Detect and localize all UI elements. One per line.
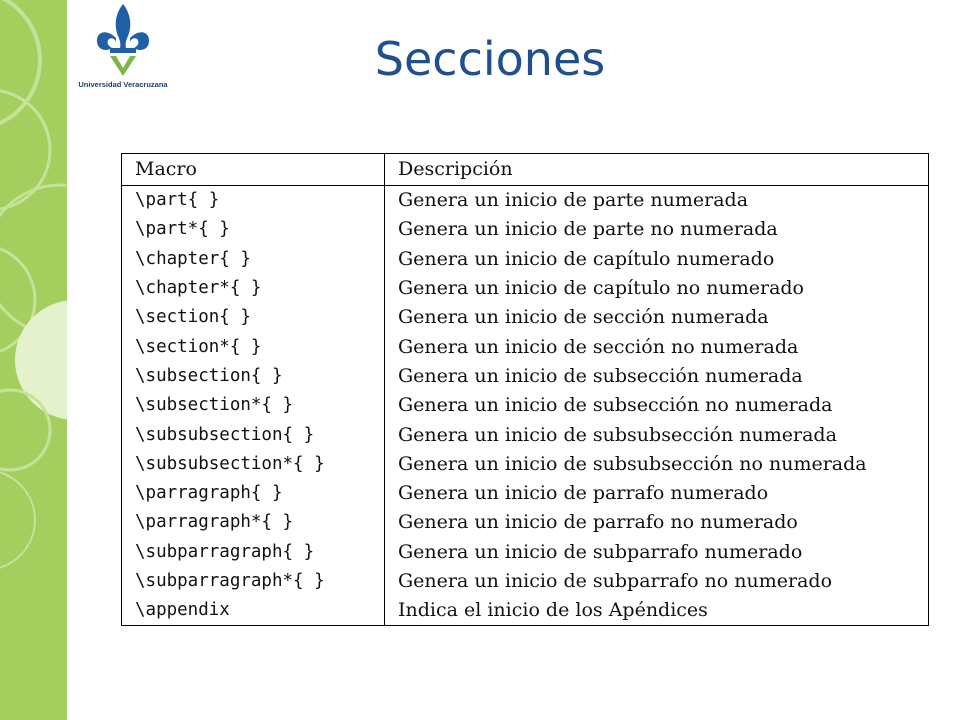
description-cell: Genera un inicio de subsección numerada xyxy=(398,364,803,387)
table-row xyxy=(122,596,929,626)
macro-cell: \section*{ } xyxy=(122,332,385,361)
table-row xyxy=(122,215,929,244)
macro-cell: \subparragraph{ } xyxy=(122,538,385,567)
macro-cell: \parragraph{ } xyxy=(122,479,385,508)
header-description: Descripción xyxy=(385,154,929,186)
table-row xyxy=(122,479,929,508)
macro-cell: \section{ } xyxy=(122,303,385,332)
macro-cell: \parragraph*{ } xyxy=(122,508,385,537)
description-cell: Genera un inicio de capítulo no numerado xyxy=(398,277,804,300)
table-header-row xyxy=(122,154,929,186)
macro-cell: \subsubsection*{ } xyxy=(122,450,385,479)
university-logo xyxy=(72,2,174,94)
description-cell: Genera un inicio de subparrafo numerado xyxy=(398,540,803,563)
description-cell: Genera un inicio de parte numerada xyxy=(398,189,749,212)
description-cell: Genera un inicio de parrafo numerado xyxy=(398,482,769,505)
macro-cell: \appendix xyxy=(122,596,385,626)
macro-cell: \subsubsection{ } xyxy=(122,420,385,449)
table-row xyxy=(122,186,929,216)
slide-title: Secciones xyxy=(374,32,606,86)
description-cell: Genera un inicio de subparrafo no numerado xyxy=(398,570,833,592)
table-row xyxy=(122,538,929,567)
table-row xyxy=(122,567,929,596)
table-row xyxy=(122,303,929,332)
description-cell: Genera un inicio de subsubsección no numerada xyxy=(398,452,867,475)
table-row xyxy=(122,450,929,479)
macro-cell: \subsection*{ } xyxy=(122,391,385,420)
macro-cell: \chapter*{ } xyxy=(122,274,385,303)
table-row xyxy=(122,362,929,391)
table-row xyxy=(122,391,929,420)
description-cell: Indica el inicio de los Apéndices xyxy=(398,599,708,622)
sections-table xyxy=(121,153,929,626)
description-cell: Genera un inicio de capítulo numerado xyxy=(398,247,775,270)
description-cell: Genera un inicio de subsección no numerada xyxy=(398,394,833,417)
fleur-de-lis-icon xyxy=(94,2,152,78)
table-row xyxy=(122,508,929,537)
table-row xyxy=(122,332,929,361)
table-row xyxy=(122,245,929,274)
description-cell: Genera un inicio de subsubsección numerada xyxy=(398,423,837,446)
description-cell: Genera un inicio de parrafo no numerado xyxy=(398,511,798,534)
table-row xyxy=(122,420,929,449)
macro-cell: \subparragraph*{ } xyxy=(122,567,385,596)
description-cell: Genera un inicio de sección numerada xyxy=(398,306,769,329)
description-cell: Genera un inicio de parte no numerada xyxy=(398,218,778,241)
header-macro: Macro xyxy=(122,154,385,186)
macro-cell: \subsection{ } xyxy=(122,362,385,391)
macro-cell: \part*{ } xyxy=(122,215,385,244)
decorative-circles-graphic xyxy=(0,0,67,720)
macro-cell: \chapter{ } xyxy=(122,245,385,274)
logo-caption: Universidad Veracruzana xyxy=(78,80,168,89)
side-decoration-band xyxy=(0,0,67,720)
macro-cell: \part{ } xyxy=(122,186,385,216)
table-row xyxy=(122,274,929,303)
description-cell: Genera un inicio de sección no numerada xyxy=(398,335,799,358)
